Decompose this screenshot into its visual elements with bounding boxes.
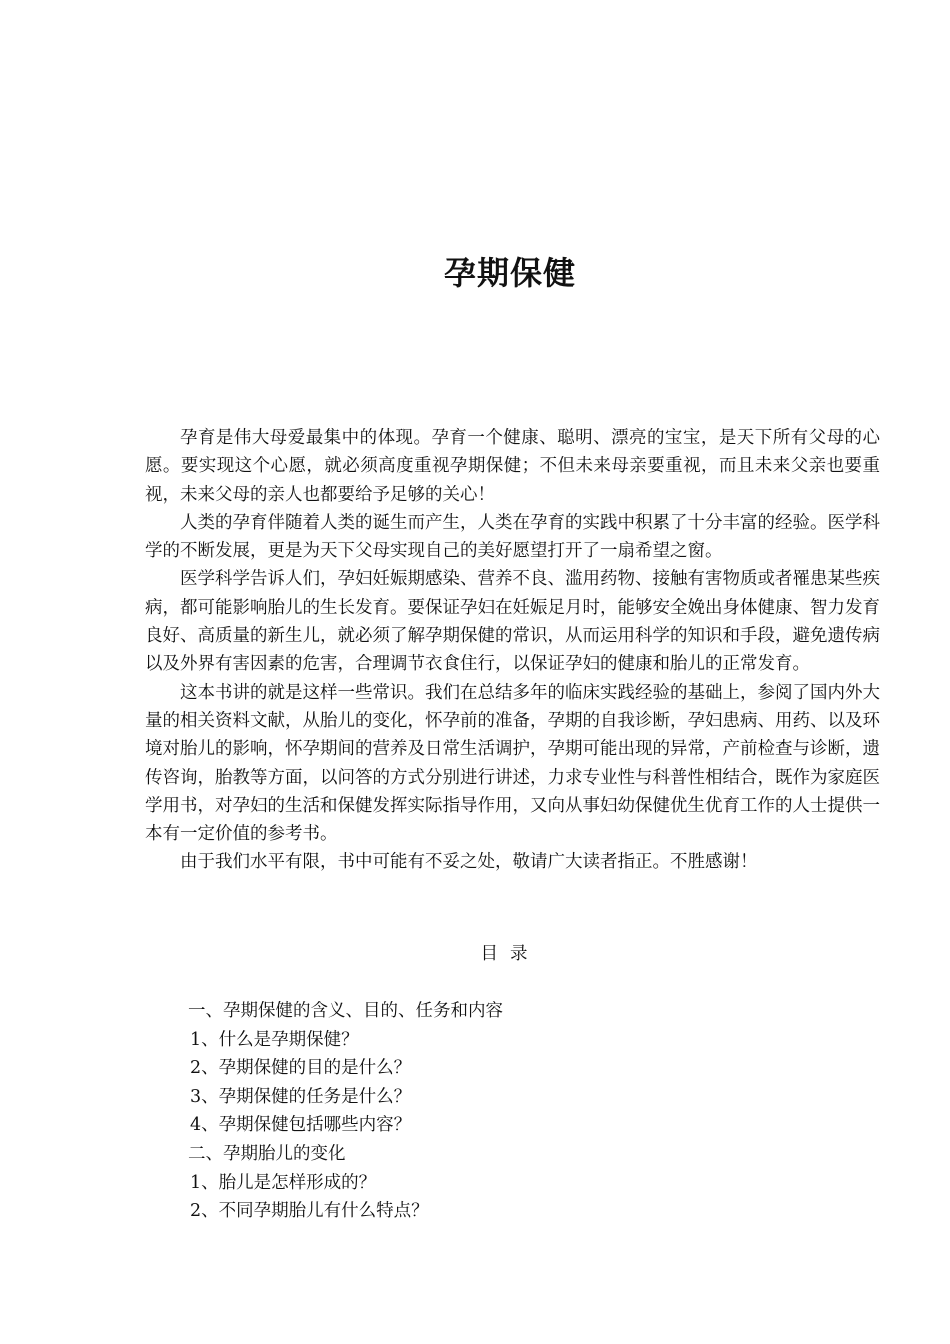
- intro-paragraph: 这本书讲的就是这样一些常识。我们在总结多年的临床实践经验的基础上，参阅了国内外大量的相关资料文献，从胎儿的变化，怀孕前的准备，孕期的自我诊断，孕妇患病、用药、以及环境对胎儿的影响，怀孕期间的营养及日常生活调护，孕期可能出现的异常，产前检查与诊断，遗传咨询，胎教等方面，以问答的方式分别进行讲述，力求专业性与科普性相结合，既作为家庭医学用书，对孕妇的生活和保健发挥实际指导作用，又向从事妇幼保健优生优育工作的人士提供一本有一定价值的参考书。: [145, 682, 880, 845]
- intro-paragraph: 人类的孕育伴随着人类的诞生而产生，人类在孕育的实践中积累了十分丰富的经验。医学科学的不断发展，更是为天下父母实现自己的美好愿望打开了一扇希望之窗。: [145, 512, 880, 562]
- table-of-contents: [186, 997, 786, 1226]
- toc-question-item: 1、什么是孕期保健？: [190, 1029, 359, 1050]
- toc-question-item: 3、孕期保健的任务是什么？: [190, 1086, 412, 1107]
- toc-question-item: 1、胎儿是怎样形成的？: [190, 1172, 377, 1193]
- toc-question-item: 4、孕期保健包括哪些内容？: [190, 1115, 412, 1136]
- toc-section-item: 二、孕期胎儿的变化: [188, 1143, 346, 1164]
- intro-paragraph: 医学科学告诉人们，孕妇妊娠期感染、营养不良、滥用药物、接触有害物质或者罹患某些疾病，都可能影响胎儿的生长发育。要保证孕妇在妊娠足月时，能够安全娩出身体健康、智力发育良好、高质量的新生儿，就必须了解孕期保健的常识，从而运用科学的知识和手段，避免遗传病以及外界有害因素的危害，合理调节衣食住行，以保证孕妇的健康和胎儿的正常发育。: [145, 569, 880, 675]
- toc-question-item: 2、孕期保健的目的是什么？: [190, 1058, 412, 1079]
- intro-section: [145, 424, 880, 877]
- toc-section-item: 一、孕期保健的含义、目的、任务和内容: [188, 1001, 503, 1021]
- toc-heading: 目录: [480, 944, 540, 964]
- intro-paragraph: 孕育是伟大母爱最集中的体现。孕育一个健康、聪明、漂亮的宝宝，是天下所有父母的心愿。要实现这个心愿，就必须高度重视孕期保健；不但未来母亲要重视，而且未来父亲也要重视，未来父母的亲人也都要给予足够的关心！: [145, 428, 880, 505]
- toc-question-item: 2、不同孕期胎儿有什么特点？: [190, 1201, 429, 1222]
- page-title: 孕期保健: [443, 254, 576, 293]
- intro-paragraph: 由于我们水平有限，书中可能有不妥之处，敬请广大读者指正。不胜感谢！: [180, 852, 758, 873]
